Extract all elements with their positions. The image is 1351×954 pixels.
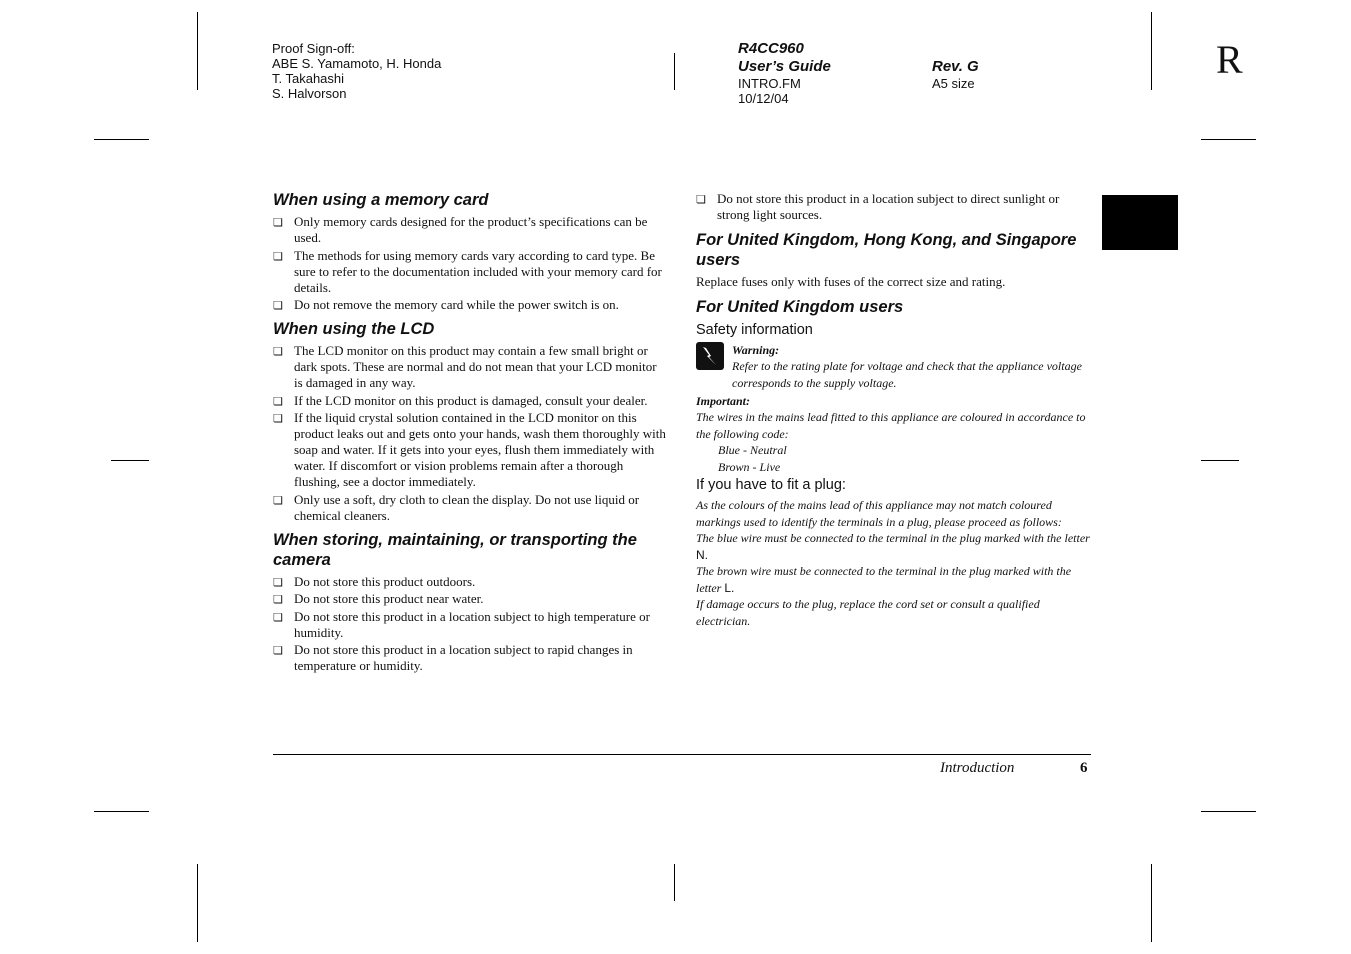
doc-title: User’s Guide: [738, 58, 831, 75]
left-column: [273, 190, 666, 676]
section-heading-uk: For United Kingdom users: [696, 298, 904, 316]
signoff-line: S. Halvorson: [272, 86, 347, 101]
plug-paragraph: The brown wire must be connected to the terminal in the plug marked with the letter L.: [696, 564, 1072, 595]
list-item: ❏ Do not store this product outdoors.: [273, 573, 476, 589]
proof-signoff-block: [272, 41, 441, 101]
proof-signoff-label: Proof Sign-off:: [272, 41, 355, 56]
bullet-square-icon: ❏: [273, 594, 283, 606]
bullet-square-icon: ❏: [273, 300, 283, 312]
section-heading-storing: When storing, maintaining, or transporting the camera: [273, 530, 637, 569]
list-item: ❏ If the LCD monitor on this product is damaged, consult your dealer.: [273, 392, 648, 408]
page-number: 6: [1080, 760, 1088, 776]
crop-mark: [94, 139, 149, 140]
list-item: ❏ Do not store this product in a location subject to direct sunlight or strong light sources.: [696, 191, 1060, 222]
crop-mark: [1201, 139, 1256, 140]
list-item: ❏ Do not store this product near water.: [273, 591, 484, 606]
footer-section-title: Introduction: [940, 760, 1015, 776]
list-item: ❏ Do not store this product in a location subject to high temperature or humidity.: [273, 608, 650, 640]
lightning-warning-icon: [696, 342, 724, 370]
bullet-square-icon: ❏: [696, 194, 706, 206]
warning-text: Refer to the rating plate for voltage and check that the appliance voltage corresponds to the supply voltage.: [732, 359, 1082, 390]
bullet-square-icon: ❏: [273, 576, 283, 589]
bullet-square-icon: ❏: [273, 413, 283, 425]
crop-mark: [1201, 460, 1239, 461]
page-size: A5 size: [932, 76, 975, 91]
revision-block: [932, 58, 979, 91]
bullet-square-icon: ❏: [273, 645, 283, 657]
storing-list-continued: [696, 191, 1091, 223]
list-item: ❏ The methods for using memory cards vary according to card type. Be sure to refer to the documentation included with your memory card for details.: [273, 247, 662, 295]
important-label: Important:: [696, 394, 751, 408]
crop-mark: [94, 811, 149, 812]
wire-code-brown: Brown - Live: [718, 459, 781, 474]
crop-mark: [1151, 864, 1152, 942]
memory-card-list: [273, 214, 666, 313]
right-column: [696, 191, 1091, 629]
storing-list: [273, 574, 666, 675]
warning-block: [696, 342, 1091, 391]
list-item: ❏ Do not remove the memory card while the power switch is on.: [273, 297, 619, 312]
bullet-square-icon: ❏: [273, 346, 283, 358]
plug-paragraph: If damage occurs to the plug, replace the cord set or consult a qualified electrician.: [696, 597, 1040, 628]
footer-rule: [273, 754, 1091, 755]
revision: Rev. G: [932, 58, 979, 75]
doc-date: 10/12/04: [738, 91, 789, 106]
bullet-square-icon: ❏: [273, 395, 283, 408]
warning-label: Warning:: [732, 343, 780, 357]
section-heading-uk-hk-sg: For United Kingdom, Hong Kong, and Singapore users: [696, 231, 1077, 269]
wire-code-blue: Blue - Neutral: [718, 443, 787, 457]
section-heading-memory-card: When using a memory card: [273, 191, 489, 209]
crop-mark: [197, 12, 198, 90]
doc-code: R4CC960: [738, 40, 804, 57]
bullet-square-icon: ❏: [273, 217, 283, 229]
crop-mark: [674, 53, 675, 90]
signoff-line: ABE S. Yamamoto, H. Honda: [272, 56, 442, 71]
list-item: ❏ Only use a soft, dry cloth to clean the display. Do not use liquid or chemical cleaners.: [273, 491, 640, 523]
crop-mark: [1151, 12, 1152, 90]
bullet-square-icon: ❏: [273, 250, 283, 263]
crop-mark: [1201, 811, 1256, 812]
list-item: ❏ The LCD monitor on this product may contain a few small bright or dark spots. These are normal and do not mean that your LCD monitor is damaged in any way.: [273, 343, 657, 390]
list-item: ❏ Only memory cards designed for the product’s specifications can be used.: [273, 214, 648, 245]
bullet-square-icon: ❏: [273, 611, 283, 624]
lcd-list: [273, 343, 666, 524]
safety-info-heading: Safety information: [696, 322, 813, 338]
signoff-line: T. Takahashi: [272, 71, 345, 86]
section-heading-lcd: When using the LCD: [273, 320, 435, 338]
crop-mark: [674, 864, 675, 901]
registration-letter: R: [1216, 37, 1243, 82]
important-text: The wires in the mains lead fitted to this appliance are coloured in accordance to the following code:: [696, 410, 1086, 441]
fuse-text: Replace fuses only with fuses of the correct size and rating.: [696, 274, 1006, 289]
crop-mark: [111, 460, 149, 461]
plug-paragraph: The blue wire must be connected to the terminal in the plug marked with the letter N.: [696, 531, 1090, 562]
list-item: ❏ If the liquid crystal solution contained in the LCD monitor on this product leaks out and gets onto your hands, wash them thoroughly with soap and water. If it gets into your eyes, flush them immediately with water. If discomfort or vision problems remain after a thorough flushing, see a doctor immediately.: [273, 410, 666, 489]
plug-paragraph: As the colours of the mains lead of this appliance may not match coloured markings used to identify the terminals in a plug, please proceed as follows:: [696, 498, 1062, 529]
doc-info-block: [738, 40, 831, 106]
fit-plug-heading: If you have to fit a plug:: [696, 477, 846, 493]
crop-mark: [197, 864, 198, 942]
section-tab-block: [1102, 195, 1178, 250]
list-item: ❏ Do not store this product in a location subject to rapid changes in temperature or humidity.: [273, 642, 633, 673]
bullet-square-icon: ❏: [273, 494, 283, 507]
file-name: INTRO.FM: [738, 76, 801, 91]
